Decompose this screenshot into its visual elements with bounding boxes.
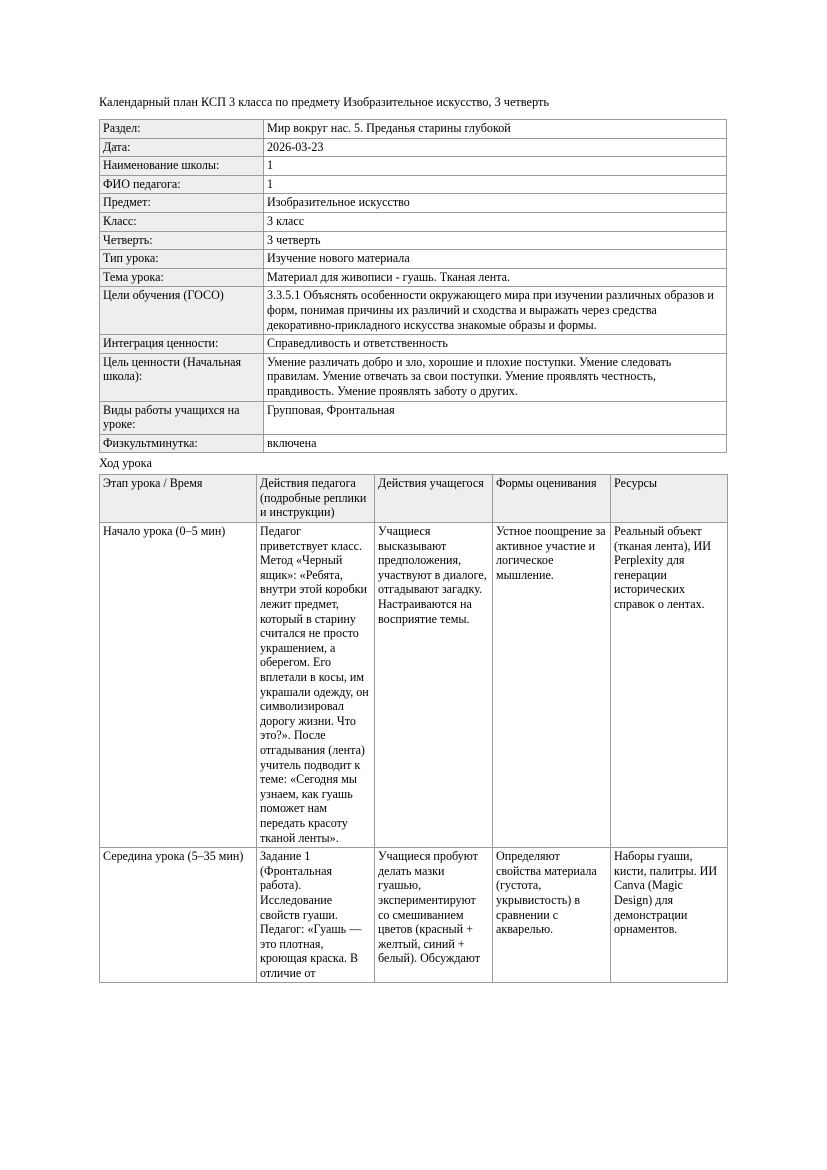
lesson-table-head [100, 475, 728, 523]
info-value: Мир вокруг нас. 5. Преданья старины глубокой [264, 120, 727, 139]
table-row [100, 175, 727, 194]
info-label: Цели обучения (ГОСО) [100, 287, 264, 335]
table-row [100, 194, 727, 213]
page-title: Календарный план КСП 3 класса по предмету Изобразительное искусство, 3 четверть [99, 95, 549, 109]
info-value: 3.3.5.1 Объяснять особенности окружающего мира при изучении различных образов и форм, понимая причины их различий и сходства и выражать через средства декоративно-прикладного искусства знакомые образы и формы. [264, 287, 727, 335]
cell-teacher: Задание 1 (Фронтальная работа). Исследование свойств гуаши. Педагог: «Гуашь — это плотная, кроющая краска. В отличие от [257, 848, 375, 983]
table-row [100, 231, 727, 250]
info-label: Виды работы учащихся на уроке: [100, 401, 264, 434]
info-label: Четверть: [100, 231, 264, 250]
cell-resources: Реальный объект (тканая лента), ИИ Perplexity для генерации исторических справок о лентах. [611, 523, 728, 848]
table-row [100, 157, 727, 176]
cell-student: Учащиеся пробуют делать мазки гуашью, экспериментируют со смешиванием цветов (красный + желтый, синий + белый). Обсуждают [375, 848, 493, 983]
info-label: Раздел: [100, 120, 264, 139]
cell-stage: Начало урока (0–5 мин) [100, 523, 257, 848]
info-label: Наименование школы: [100, 157, 264, 176]
column-header-assessment: Формы оценивания [493, 475, 611, 523]
lesson-plan-table [99, 474, 728, 983]
column-header-stage: Этап урока / Время [100, 475, 257, 523]
info-value: Умение различать добро и зло, хорошие и плохие поступки. Умение следовать правилам. Умение отвечать за свои поступки. Умение проявлять честность, правдивость. Умение проявлять заботу о других. [264, 353, 727, 401]
info-value: 3 четверть [264, 231, 727, 250]
lesson-table-body [100, 523, 728, 983]
cell-resources: Наборы гуаши, кисти, палитры. ИИ Canva (Magic Design) для демонстрации орнаментов. [611, 848, 728, 983]
info-value: 1 [264, 175, 727, 194]
info-label: Интеграция ценности: [100, 335, 264, 354]
column-header-student: Действия учащегося [375, 475, 493, 523]
table-row [100, 848, 728, 983]
table-row [100, 335, 727, 354]
cell-stage: Середина урока (5–35 мин) [100, 848, 257, 983]
lesson-info-table [99, 119, 727, 453]
info-label: Дата: [100, 138, 264, 157]
table-row [100, 353, 727, 401]
column-header-resources: Ресурсы [611, 475, 728, 523]
column-header-teacher: Действия педагога (подробные реплики и инструкции) [257, 475, 375, 523]
info-label: Физкультминутка: [100, 434, 264, 453]
table-row [100, 434, 727, 453]
info-value: 1 [264, 157, 727, 176]
cell-student: Учащиеся высказывают предположения, участвуют в диалоге, отгадывают загадку. Настраиваются на восприятие темы. [375, 523, 493, 848]
table-row [100, 250, 727, 269]
info-value: Изобразительное искусство [264, 194, 727, 213]
table-row [100, 138, 727, 157]
info-label: Тема урока: [100, 268, 264, 287]
info-value: 3 класс [264, 212, 727, 231]
section-label: Ход урока [99, 456, 152, 471]
info-table-body [100, 120, 727, 453]
table-row [100, 401, 727, 434]
info-label: Цель ценности (Начальная школа): [100, 353, 264, 401]
info-label: Предмет: [100, 194, 264, 213]
table-row [100, 268, 727, 287]
table-row [100, 212, 727, 231]
info-value: 2026-03-23 [264, 138, 727, 157]
table-row [100, 523, 728, 848]
info-value: Групповая, Фронтальная [264, 401, 727, 434]
info-value: включена [264, 434, 727, 453]
info-label: Класс: [100, 212, 264, 231]
cell-assessment: Устное поощрение за активное участие и логическое мышление. [493, 523, 611, 848]
info-label: Тип урока: [100, 250, 264, 269]
info-label: ФИО педагога: [100, 175, 264, 194]
cell-teacher: Педагог приветствует класс. Метод «Черный ящик»: «Ребята, внутри этой коробки лежит предмет, который в старину считался не просто украшением, а оберегом. Его вплетали в косы, им украшали одежду, он символизировал дорогу жизни. Что это?». После отгадывания (лента) учитель подводит к теме: «Сегодня мы узнаем, как гуашь поможет нам передать красоту тканой ленты». [257, 523, 375, 848]
table-row [100, 287, 727, 335]
info-value: Справедливость и ответственность [264, 335, 727, 354]
table-header-row [100, 475, 728, 523]
info-value: Материал для живописи - гуашь. Тканая лента. [264, 268, 727, 287]
table-row [100, 120, 727, 139]
info-value: Изучение нового материала [264, 250, 727, 269]
cell-assessment: Определяют свойства материала (густота, укрывистость) в сравнении с акварелью. [493, 848, 611, 983]
